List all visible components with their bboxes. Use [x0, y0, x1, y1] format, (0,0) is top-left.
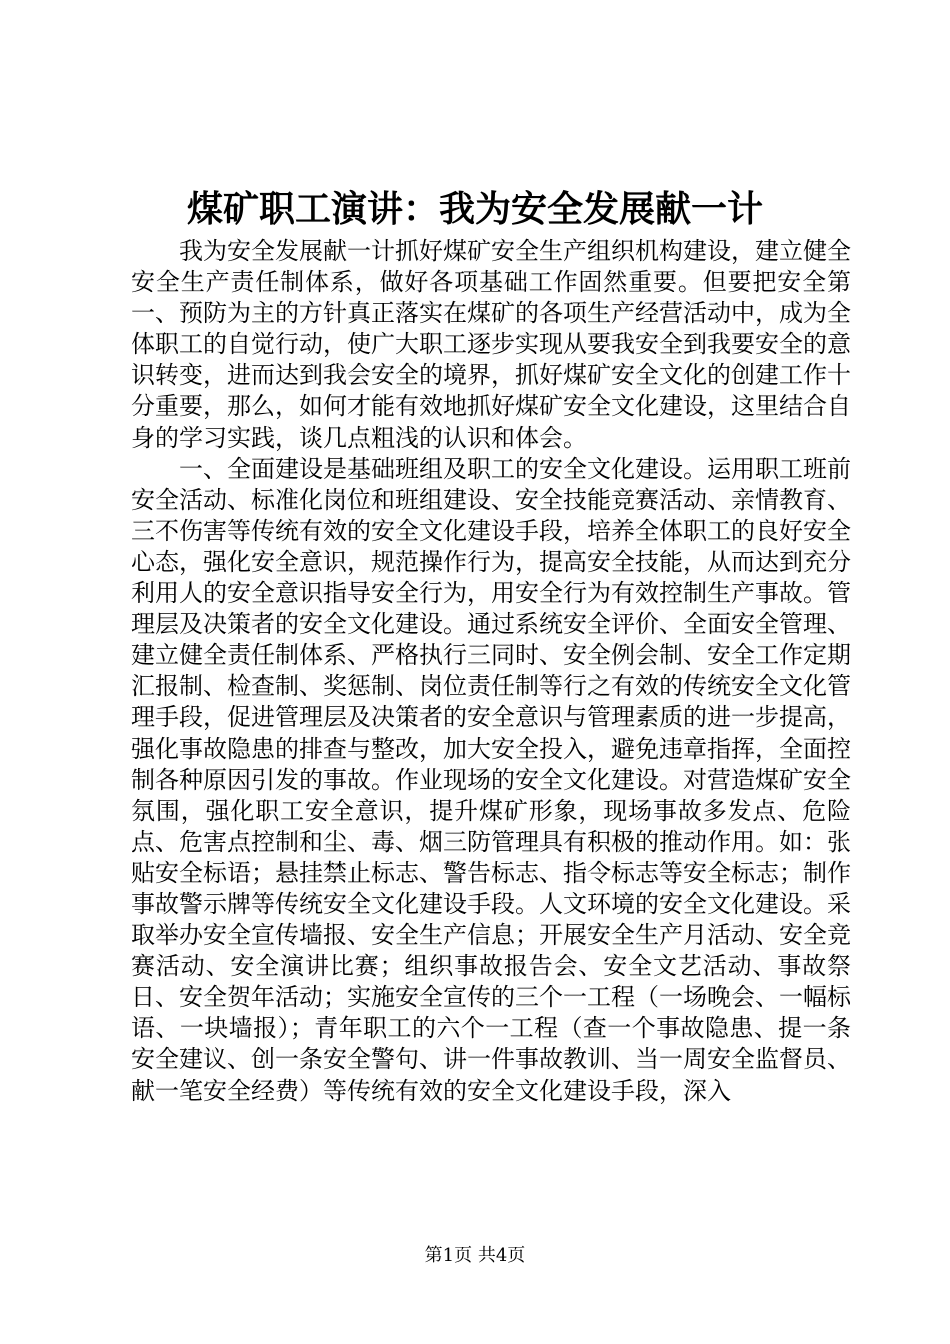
paragraph-section-one: 一、全面建设是基础班组及职工的安全文化建设。运用职工班前安全活动、标准化岗位和班组建设、安全技能竞赛活动、亲情教育、三不伤害等传统有效的安全文化建设手段，培养全体职工的良好安全心态，强化安全意识，规范操作行为，提高安全技能，从而达到充分利用人的安全意识指导安全行为，用安全行为有效控制生产事故。管理层及决策者的安全文化建设。通过系统安全评价、全面安全管理、建立健全责任制体系、严格执行三同时、安全例会制、安全工作定期汇报制、检查制、奖惩制、岗位责任制等行之有效的传统安全文化管理手段，促进管理层及决策者的安全意识与管理素质的进一步提高，强化事故隐患的排查与整改，加大安全投入，避免违章指挥，全面控制各种原因引发的事故。作业现场的安全文化建设。对营造煤矿安全氛围，强化职工安全意识，提升煤矿形象，现场事故多发点、危险点、危害点控制和尘、毒、烟三防管理具有积极的推动作用。如：张贴安全标语；悬挂禁止标志、警告标志、指令标志等安全标志；制作事故警示牌等传统安全文化建设手段。人文环境的安全文化建设。采取举办安全宣传墙报、安全生产信息；开展安全生产月活动、安全竞赛活动、安全演讲比赛；组织事故报告会、安全文艺活动、事故祭日、安全贺年活动；实施安全宣传的三个一工程（一场晚会、一幅标语、一块墙报）；青年职工的六个一工程（查一个事故隐患、提一条安全建议、创一条安全警句、讲一件事故教训、当一周安全监督员、献一笔安全经费）等传统有效的安全文化建设手段，深入 [131, 454, 851, 1105]
page-footer: 第1页 共4页 [424, 1245, 526, 1266]
document-title: 煤矿职工演讲：我为安全发展献一计 [186, 188, 763, 230]
paragraph-intro: 我为安全发展献一计抓好煤矿安全生产组织机构建设，建立健全安全生产责任制体系，做好各项基础工作固然重要。但要把安全第一、预防为主的方针真正落实在煤矿的各项生产经营活动中，成为全体职工的自觉行动，使广大职工逐步实现从要我安全到我要安全的意识转变，进而达到我会安全的境界，抓好煤矿安全文化的创建工作十分重要，那么，如何才能有效地抓好煤矿安全文化建设，这里结合自身的学习实践，谈几点粗浅的认识和体会。 [131, 237, 851, 452]
document-body [131, 236, 851, 1107]
